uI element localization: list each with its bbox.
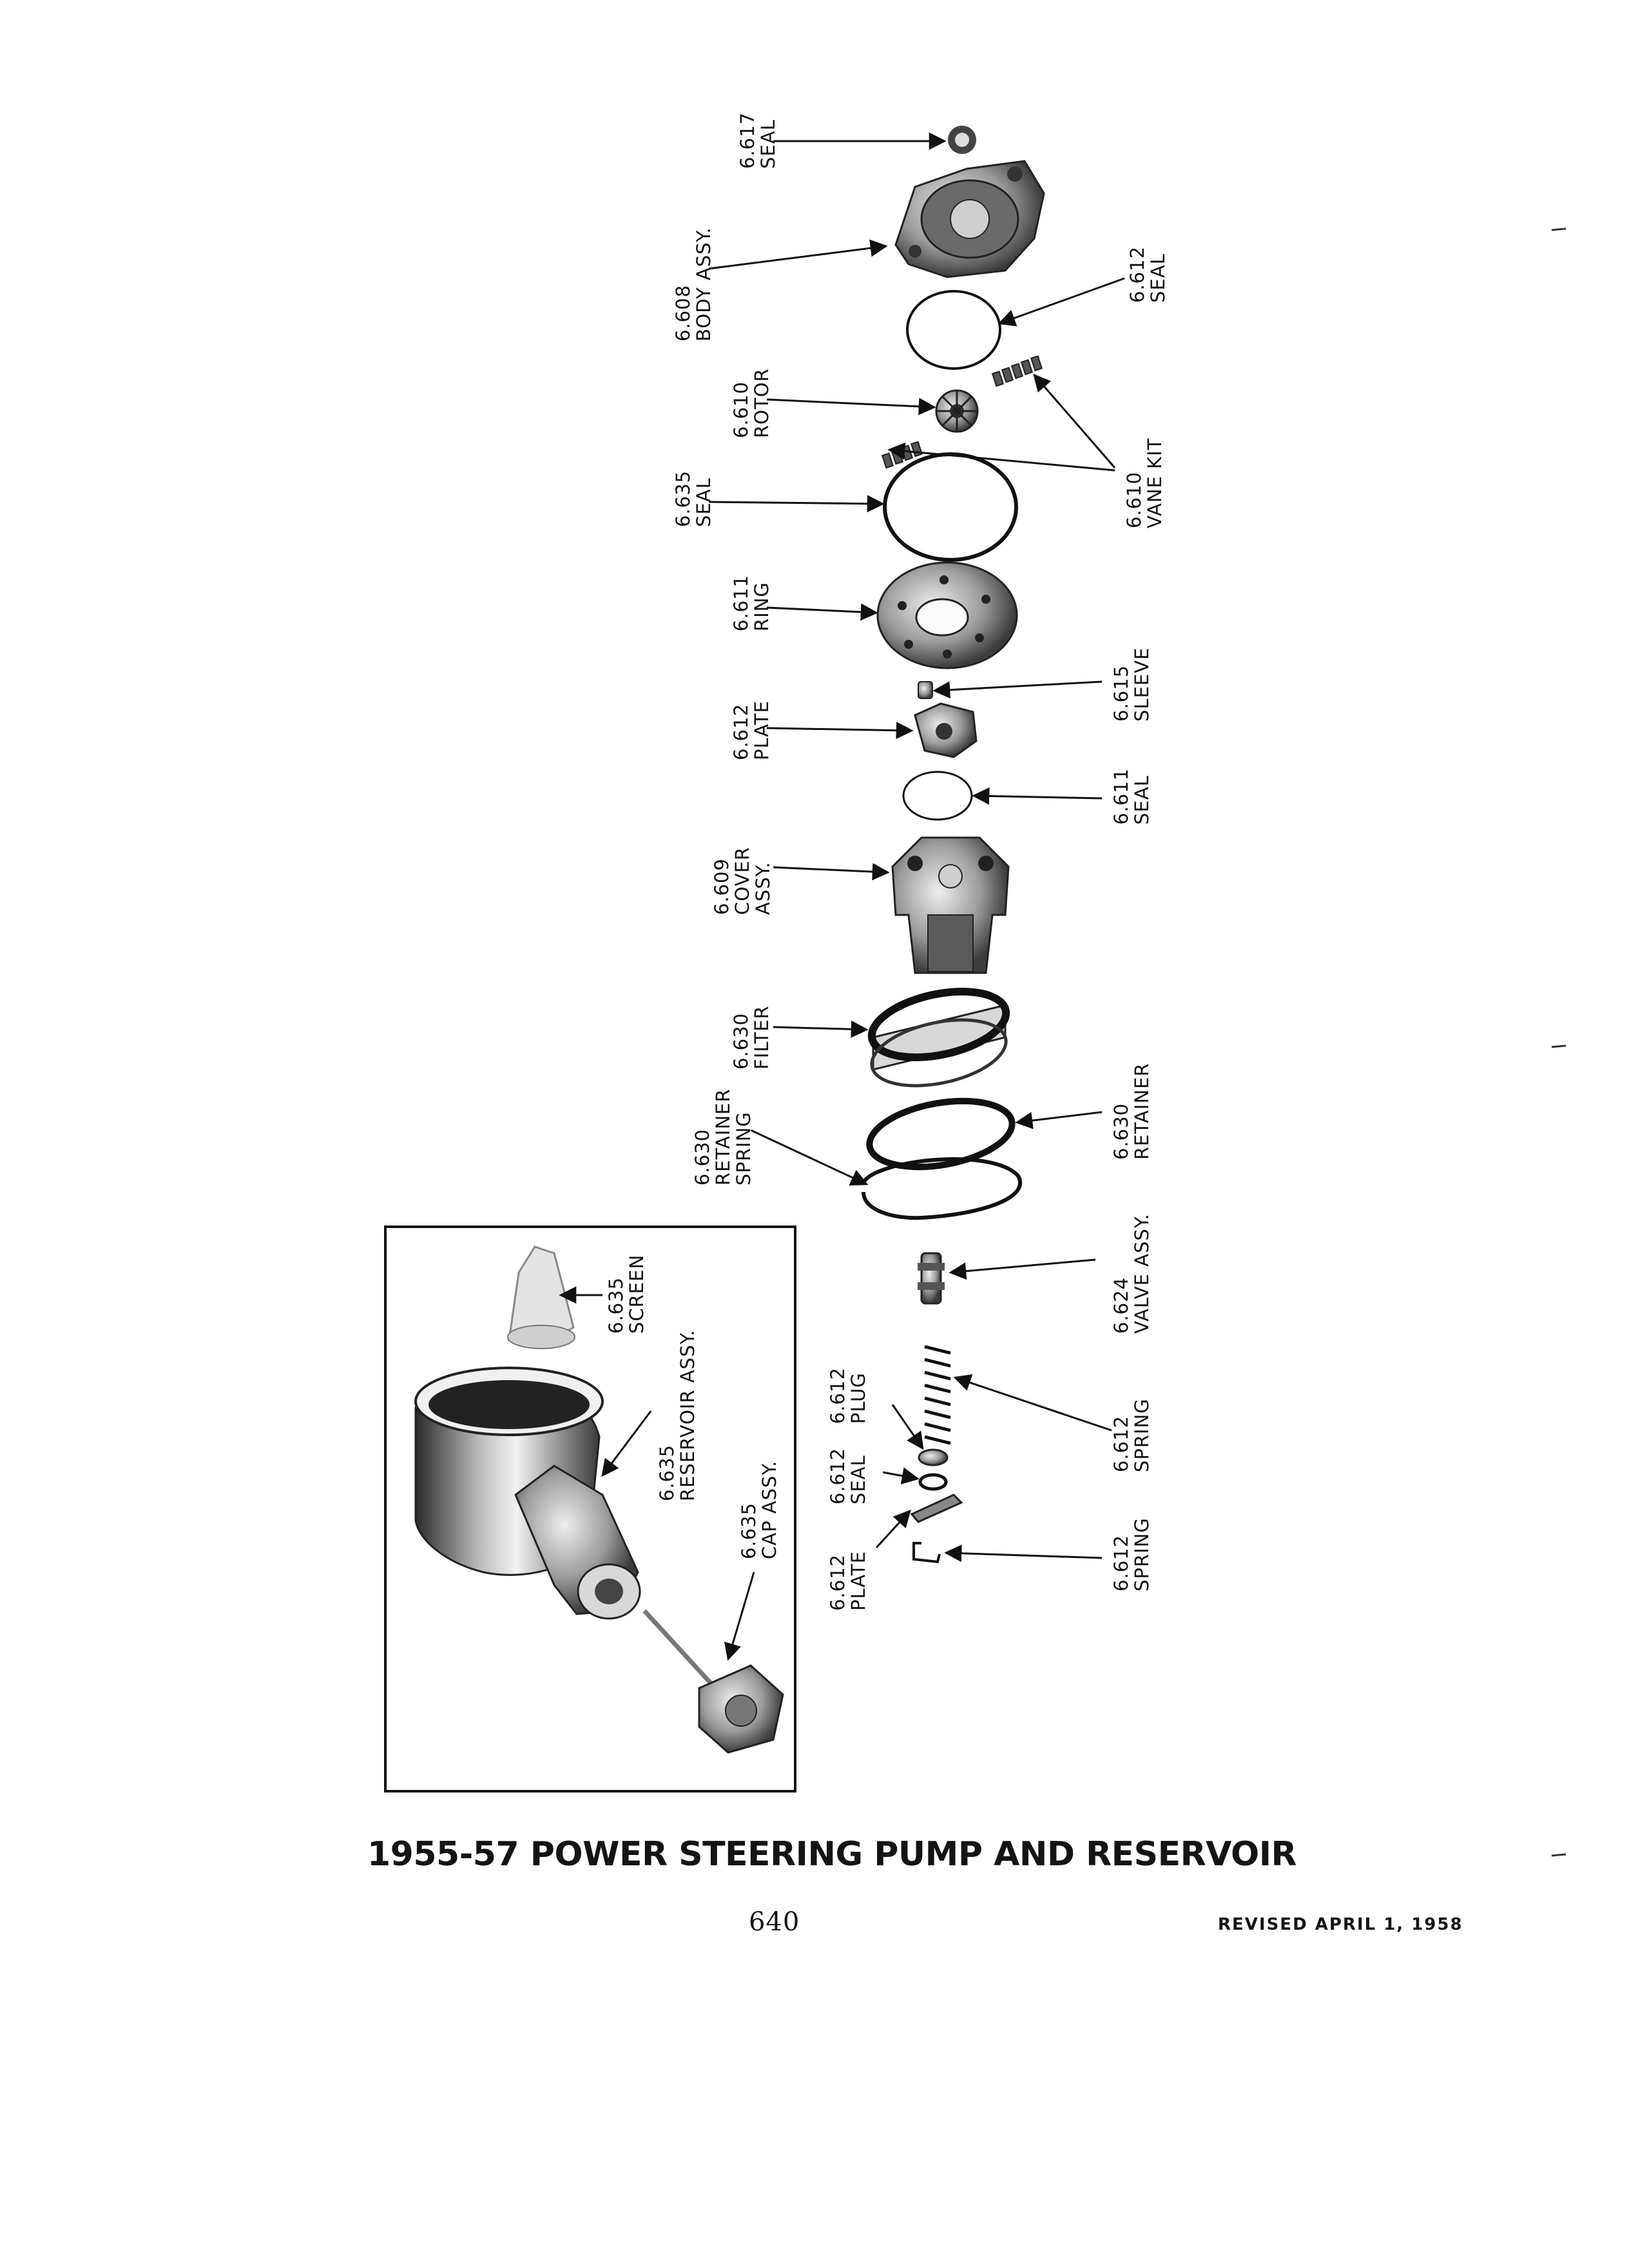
part-seal-6635 [885, 454, 1016, 560]
callout-filter-6630 [730, 1005, 773, 1070]
svg-text:6.624: 6.624 [1110, 1276, 1132, 1334]
svg-text:SEAL: SEAL [1131, 775, 1153, 825]
svg-text:SLEEVE: SLEEVE [1131, 647, 1153, 722]
part-seal-6612b [920, 1475, 946, 1489]
svg-text:PLUG: PLUG [847, 1372, 869, 1424]
leader-vane-kit-6610a [1034, 375, 1115, 468]
callout-sleeve-6615 [1110, 648, 1153, 722]
callout-reservoir-assy-6635 [656, 1329, 699, 1501]
leader-retainer-6630 [1017, 1112, 1102, 1122]
leader-seal-6612b [883, 1472, 918, 1479]
part-screen-6635 [508, 1247, 575, 1349]
svg-text:6.630: 6.630 [691, 1128, 713, 1186]
part-body-assy-6608 [896, 161, 1044, 277]
leader-filter-6630 [773, 1027, 867, 1030]
svg-text:SEAL: SEAL [757, 119, 779, 169]
part-sleeve-6615 [918, 682, 932, 698]
svg-text:6.610: 6.610 [1123, 471, 1145, 528]
svg-text:6.612: 6.612 [1110, 1534, 1132, 1591]
callout-seal-6617 [737, 112, 779, 169]
svg-text:RESERVOIR ASSY.: RESERVOIR ASSY. [677, 1329, 699, 1501]
leader-plate-6612 [767, 728, 912, 731]
svg-text:FILTER: FILTER [751, 1005, 773, 1070]
svg-text:PLATE: PLATE [751, 700, 773, 760]
part-plate-6612 [915, 704, 976, 757]
callout-spring-6612b [1110, 1517, 1153, 1591]
leader-cover-assy-6609 [773, 867, 888, 872]
callout-plate-6612 [730, 700, 773, 760]
leader-seal-6611 [974, 796, 1102, 798]
part-plate-6612b [912, 1495, 961, 1522]
svg-text:RETAINER: RETAINER [712, 1088, 734, 1186]
svg-text:6.635: 6.635 [656, 1444, 678, 1501]
svg-text:PLATE: PLATE [847, 1551, 869, 1611]
leader-cap-assy-6635 [728, 1572, 754, 1659]
callout-plate-6612b [827, 1551, 869, 1611]
svg-text:SEAL: SEAL [693, 477, 715, 527]
callout-seal-6612b [827, 1448, 869, 1504]
leader-spring-6612 [955, 1378, 1112, 1430]
leader-plug-6612 [892, 1405, 923, 1448]
scan-edge-marks [1552, 229, 1566, 1856]
svg-text:6.610: 6.610 [730, 381, 752, 438]
svg-text:VANE KIT: VANE KIT [1144, 437, 1166, 528]
callout-seal-6611 [1110, 768, 1153, 825]
leader-sleeve-6615 [934, 682, 1102, 691]
part-seal-6611 [903, 772, 972, 820]
svg-text:6.612: 6.612 [827, 1447, 849, 1504]
svg-text:6.612: 6.612 [1110, 1415, 1132, 1472]
svg-text:6.612: 6.612 [1126, 245, 1148, 303]
svg-text:6.630: 6.630 [1110, 1102, 1132, 1160]
svg-text:6.608: 6.608 [672, 284, 694, 341]
svg-text:6.611: 6.611 [730, 574, 752, 631]
page-number: 640 [749, 1907, 800, 1937]
callout-retainer-spring-6630 [691, 1089, 755, 1186]
leader-body-assy-6608 [709, 246, 886, 269]
part-cover-assy-6609 [892, 838, 1008, 973]
svg-text:RING: RING [751, 582, 773, 631]
svg-text:6.612: 6.612 [730, 703, 752, 760]
svg-text:BODY ASSY.: BODY ASSY. [693, 227, 715, 341]
svg-text:6.611: 6.611 [1110, 767, 1132, 825]
part-cap-assy-6635 [644, 1611, 783, 1753]
part-spring-6612b [914, 1543, 940, 1562]
part-reservoir-assy-6635 [416, 1368, 640, 1619]
callout-cover-assy-6609 [711, 847, 774, 915]
callout-seal-6635 [672, 470, 715, 527]
part-filter-6630 [866, 981, 1012, 1097]
part-seal-6612 [907, 291, 1000, 369]
revision-date: REVISED APRIL 1, 1958 [1218, 1915, 1463, 1934]
svg-text:SCREEN: SCREEN [626, 1254, 648, 1334]
leader-valve-assy-6624 [950, 1260, 1095, 1273]
svg-text:6.635: 6.635 [672, 470, 694, 527]
leader-plate-6612b [876, 1511, 910, 1548]
callout-valve-assy-6624 [1110, 1213, 1153, 1334]
leader-seal-6612 [999, 278, 1124, 323]
svg-text:6.635: 6.635 [738, 1502, 760, 1559]
svg-text:SPRING: SPRING [1131, 1398, 1153, 1472]
callout-body-assy-6608 [672, 227, 715, 341]
callout-ring-6611 [730, 575, 773, 631]
part-spring-6612 [925, 1347, 950, 1443]
svg-text:6.635: 6.635 [605, 1276, 627, 1334]
leader-reservoir-assy-6635 [602, 1411, 651, 1475]
svg-text:6.630: 6.630 [730, 1012, 752, 1070]
leader-seal-6635 [709, 502, 883, 504]
callout-screen-6635 [605, 1254, 648, 1334]
svg-text:SPRING: SPRING [1131, 1517, 1153, 1591]
svg-text:6.617: 6.617 [737, 111, 758, 169]
svg-text:6.612: 6.612 [827, 1553, 849, 1611]
svg-text:COVER: COVER [731, 847, 753, 915]
svg-text:ASSY.: ASSY. [752, 861, 774, 915]
svg-text:SEAL: SEAL [847, 1455, 869, 1504]
callout-rotor-6610 [730, 368, 773, 438]
svg-text:SEAL: SEAL [1147, 253, 1169, 303]
page-title: 1955-57 POWER STEERING PUMP AND RESERVOIR [367, 1835, 1297, 1874]
part-plug-6612 [919, 1450, 947, 1465]
svg-text:6.615: 6.615 [1110, 664, 1132, 722]
part-ring-6611 [878, 562, 1017, 668]
svg-text:6.609: 6.609 [711, 858, 733, 915]
svg-text:SPRING: SPRING [733, 1111, 755, 1186]
callout-seal-6612 [1126, 246, 1169, 303]
callout-cap-assy-6635 [738, 1460, 780, 1559]
svg-text:ROTOR: ROTOR [751, 368, 773, 438]
svg-text:RETAINER: RETAINER [1131, 1062, 1153, 1160]
part-valve-assy-6624 [918, 1253, 945, 1303]
leader-ring-6611 [767, 608, 876, 613]
svg-text:VALVE ASSY.: VALVE ASSY. [1131, 1213, 1153, 1334]
callout-retainer-6630 [1110, 1063, 1153, 1160]
svg-text:CAP ASSY.: CAP ASSY. [758, 1460, 780, 1559]
leader-rotor-6610 [767, 399, 934, 407]
callout-plug-6612 [827, 1367, 869, 1424]
callout-vane-kit-6610 [1123, 438, 1166, 528]
svg-text:6.612: 6.612 [827, 1367, 849, 1424]
part-rotor-6610 [936, 390, 978, 432]
leader-retainer-spring-6630 [751, 1130, 867, 1184]
part-seal-6617 [948, 126, 976, 154]
callout-spring-6612 [1110, 1398, 1153, 1472]
leader-spring-6612b [946, 1553, 1102, 1558]
